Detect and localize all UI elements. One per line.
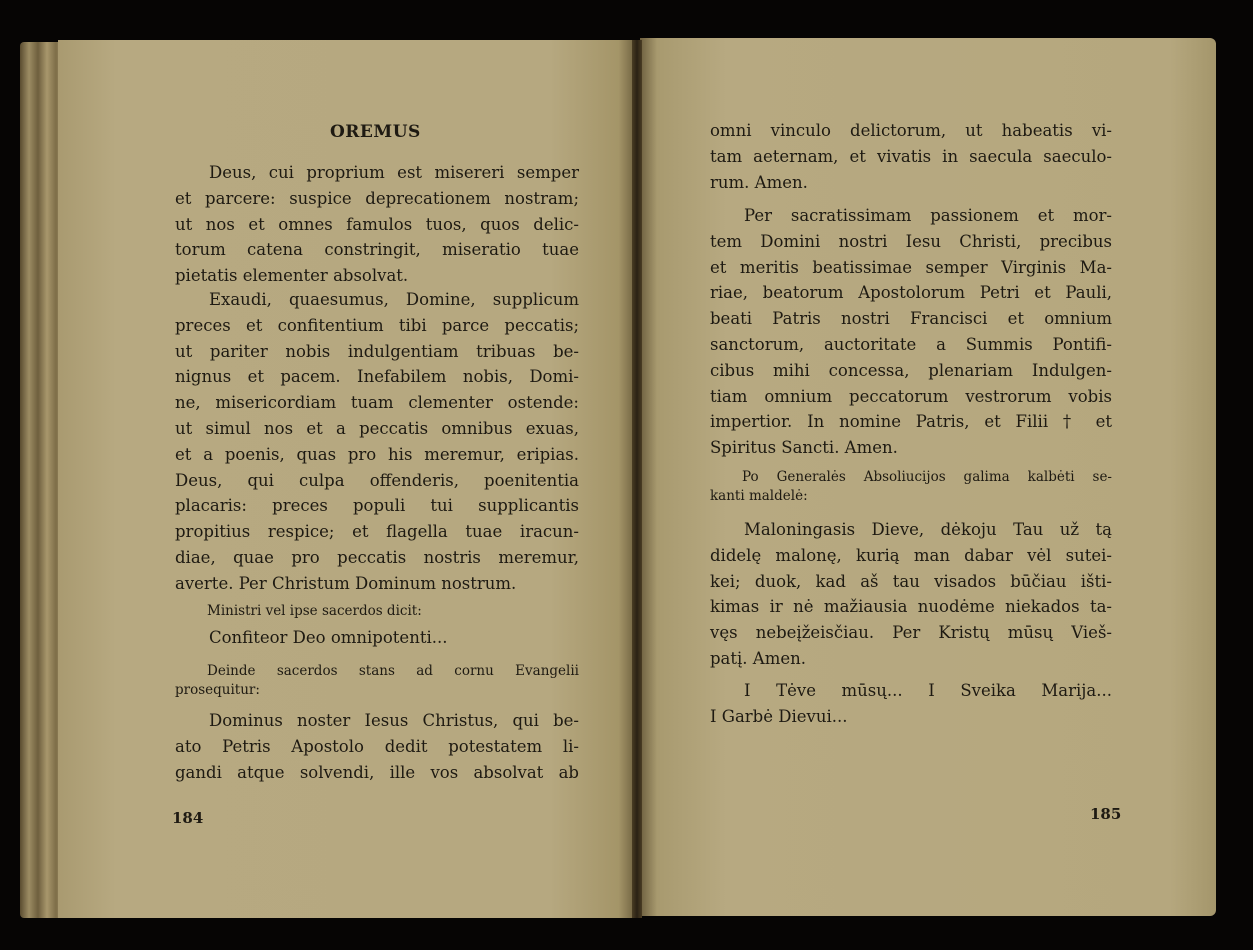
- paragraph: [710, 118, 1112, 195]
- text-line: ut nos et omnes famulos tuos, quos delic-: [175, 214, 579, 234]
- text-line: kanti maldelė:: [710, 488, 808, 504]
- text-line: torum catena constringit, miseratio tuae: [175, 240, 579, 260]
- text-line: Spiritus Sancti. Amen.: [710, 438, 898, 458]
- paragraph: [175, 160, 579, 289]
- text-line: Deinde sacerdos stans ad cornu Evangelii: [207, 663, 579, 679]
- text-line: et a poenis, quas pro his meremur, eripias.: [175, 444, 579, 464]
- text-line: I Tėve mūsų... I Sveika Marija...: [744, 681, 1112, 700]
- text-line: sanctorum, auctoritate a Summis Pontifi-: [710, 334, 1112, 354]
- text-line: impertior. In nomine Patris, et Filii † et: [710, 412, 1112, 432]
- text-line: placaris: preces populi tui supplicantis: [175, 496, 579, 516]
- paragraph: [710, 203, 1112, 461]
- paragraph: [175, 708, 579, 785]
- page-number-left: 184: [172, 809, 204, 827]
- text-line: Confiteor Deo omnipotenti...: [209, 628, 448, 647]
- text-line: omni vinculo delictorum, ut habeatis vi-: [710, 121, 1112, 140]
- text-line: patį. Amen.: [710, 648, 806, 668]
- text-line: tiam omnium peccatorum vestrorum vobis: [710, 386, 1112, 406]
- paragraph: [175, 287, 579, 597]
- text-line: tam aeternam, et vivatis in saecula saeculo-: [710, 146, 1112, 166]
- text-line: Dominus noster Iesus Christus, qui be-: [209, 711, 579, 730]
- text-line: pietatis elementer absolvat.: [175, 266, 409, 286]
- text-line: Po Generalės Absoliucijos galima kalbėti se-: [742, 469, 1112, 485]
- text-line: didelę malonę, kurią man dabar vėl sutei-: [710, 545, 1112, 565]
- text-line: gandi atque solvendi, ille vos absolvat ab: [175, 762, 579, 782]
- text-line: Deus, qui culpa offenderis, poenitentia: [175, 470, 579, 490]
- text-line: tem Domini nostri Iesu Christi, precibus: [710, 231, 1112, 251]
- paragraph: [710, 517, 1112, 672]
- text-line: ato Petris Apostolo dedit potestatem li-: [175, 736, 579, 756]
- text-line: I Garbė Dievui...: [710, 706, 848, 726]
- book-gutter: [632, 40, 642, 918]
- text-line: kimas ir nė mažiausia nuodėme niekados ta-: [710, 597, 1112, 617]
- text-line: vęs nebeįžeisčiau. Per Kristų mūsų Vieš-: [710, 623, 1112, 643]
- text-line: cibus mihi concessa, plenariam Indulgen-: [710, 360, 1112, 380]
- page-number-right: 185: [1090, 805, 1122, 823]
- paragraph: [710, 678, 1112, 730]
- text-line: rum. Amen.: [710, 172, 808, 192]
- text-line: beati Patris nostri Francisci et omnium: [710, 309, 1112, 329]
- text-line: diae, quae pro peccatis nostris meremur,: [175, 547, 579, 567]
- text-line: et meritis beatissimae semper Virginis Ma-: [710, 257, 1112, 277]
- text-line: nignus et pacem. Inefabilem nobis, Domi-: [175, 367, 579, 387]
- text-line: Ministri vel ipse sacerdos dicit:: [207, 603, 422, 619]
- text-line: Per sacratissimam passionem et mor-: [744, 206, 1112, 225]
- text-line: ut pariter nobis indulgentiam tribuas be-: [175, 341, 579, 361]
- rubric-paragraph: [175, 662, 579, 700]
- text-line: kei; duok, kad aš tau visados būčiau išti-: [710, 571, 1112, 591]
- text-line: ut simul nos et a peccatis omnibus exuas,: [175, 418, 579, 438]
- rubric-paragraph: [175, 602, 579, 621]
- text-line: et parcere: suspice deprecationem nostram;: [175, 188, 579, 208]
- text-line: propitius respice; et flagella tuae iracun-: [175, 522, 579, 542]
- paragraph: [175, 625, 579, 651]
- rubric-paragraph: [710, 468, 1112, 506]
- text-line: preces et confitentium tibi parce peccatis;: [175, 315, 579, 335]
- text-line: Deus, cui proprium est misereri semper: [209, 163, 579, 182]
- text-line: ne, misericordiam tuam clementer ostende:: [175, 393, 579, 413]
- text-line: prosequitur:: [175, 682, 260, 698]
- text-line: Maloningasis Dieve, dėkoju Tau už tą: [744, 520, 1112, 539]
- text-line: Exaudi, quaesumus, Domine, supplicum: [209, 290, 579, 309]
- text-line: riae, beatorum Apostolorum Petri et Pauli,: [710, 283, 1112, 303]
- page-heading: OREMUS: [330, 122, 421, 142]
- text-line: averte. Per Christum Dominum nostrum.: [175, 573, 517, 593]
